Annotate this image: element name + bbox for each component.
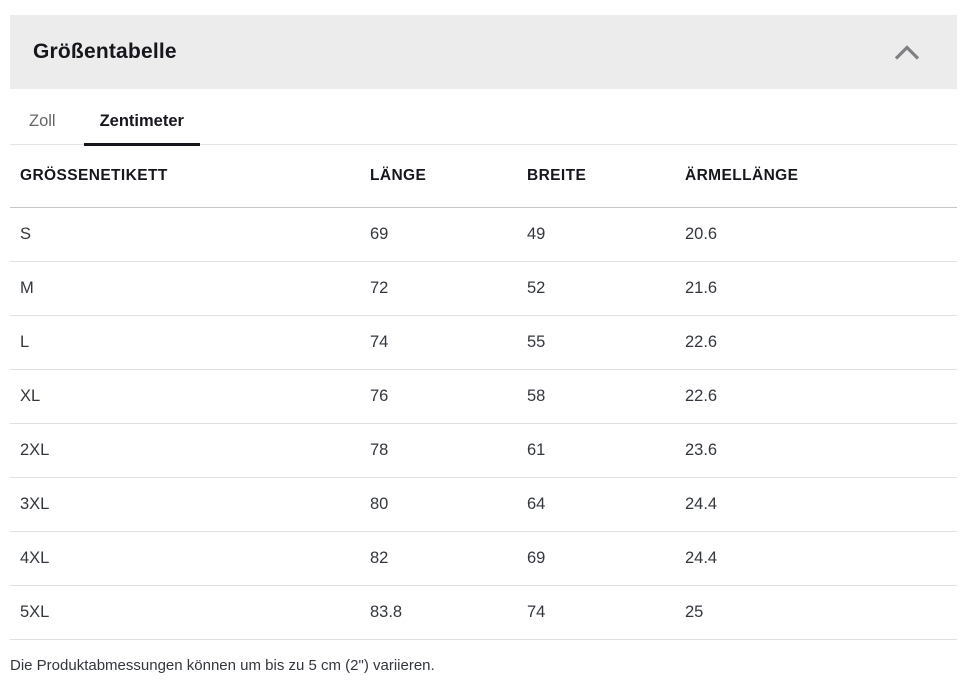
table-header-row	[10, 145, 957, 207]
table-row	[10, 531, 957, 585]
table-row	[10, 477, 957, 531]
tab-zentimeter[interactable]: Zentimeter	[84, 101, 200, 146]
measurement-cell: 82	[370, 531, 527, 585]
tolerance-note: Die Produktabmessungen können um bis zu 5 cm (2") variieren.	[10, 656, 435, 674]
size-label-cell: 2XL	[10, 423, 370, 477]
measurement-cell: 22.6	[685, 369, 957, 423]
size-label-cell: M	[10, 261, 370, 315]
measurement-cell: 64	[527, 477, 685, 531]
size-table	[10, 145, 957, 640]
measurement-cell: 72	[370, 261, 527, 315]
measurement-cell: 21.6	[685, 261, 957, 315]
table-row	[10, 369, 957, 423]
table-row	[10, 207, 957, 261]
measurement-cell: 58	[527, 369, 685, 423]
table-row	[10, 585, 957, 639]
table-row	[10, 315, 957, 369]
measurement-cell: 69	[527, 531, 685, 585]
table-row	[10, 423, 957, 477]
column-header-width: BREITE	[527, 145, 685, 207]
measurement-cell: 69	[370, 207, 527, 261]
measurement-cell: 20.6	[685, 207, 957, 261]
size-chart-accordion-header[interactable]	[10, 15, 957, 89]
measurement-cell: 74	[370, 315, 527, 369]
measurement-cell: 78	[370, 423, 527, 477]
column-header-length: LÄNGE	[370, 145, 527, 207]
size-label-cell: S	[10, 207, 370, 261]
size-chart-panel	[10, 15, 957, 674]
measurement-cell: 25	[685, 585, 957, 639]
size-label-cell: 3XL	[10, 477, 370, 531]
measurement-cell: 55	[527, 315, 685, 369]
size-label-cell: XL	[10, 369, 370, 423]
measurement-cell: 24.4	[685, 531, 957, 585]
measurement-cell: 74	[527, 585, 685, 639]
panel-title: Größentabelle	[33, 40, 177, 63]
tab-zoll[interactable]: Zoll	[13, 101, 72, 146]
measurement-cell: 61	[527, 423, 685, 477]
measurement-cell: 76	[370, 369, 527, 423]
chevron-up-icon	[893, 44, 921, 61]
column-header-size-label: GRÖSSENETIKETT	[10, 145, 370, 207]
size-label-cell: 4XL	[10, 531, 370, 585]
size-table-body	[10, 207, 957, 639]
measurement-cell: 83.8	[370, 585, 527, 639]
measurement-cell: 80	[370, 477, 527, 531]
measurement-cell: 24.4	[685, 477, 957, 531]
table-row	[10, 261, 957, 315]
measurement-cell: 23.6	[685, 423, 957, 477]
size-label-cell: L	[10, 315, 370, 369]
measurement-cell: 52	[527, 261, 685, 315]
measurement-cell: 22.6	[685, 315, 957, 369]
measurement-cell: 49	[527, 207, 685, 261]
size-label-cell: 5XL	[10, 585, 370, 639]
unit-tabs	[10, 101, 957, 145]
column-header-sleeve-length: ÄRMELLÄNGE	[685, 145, 957, 207]
